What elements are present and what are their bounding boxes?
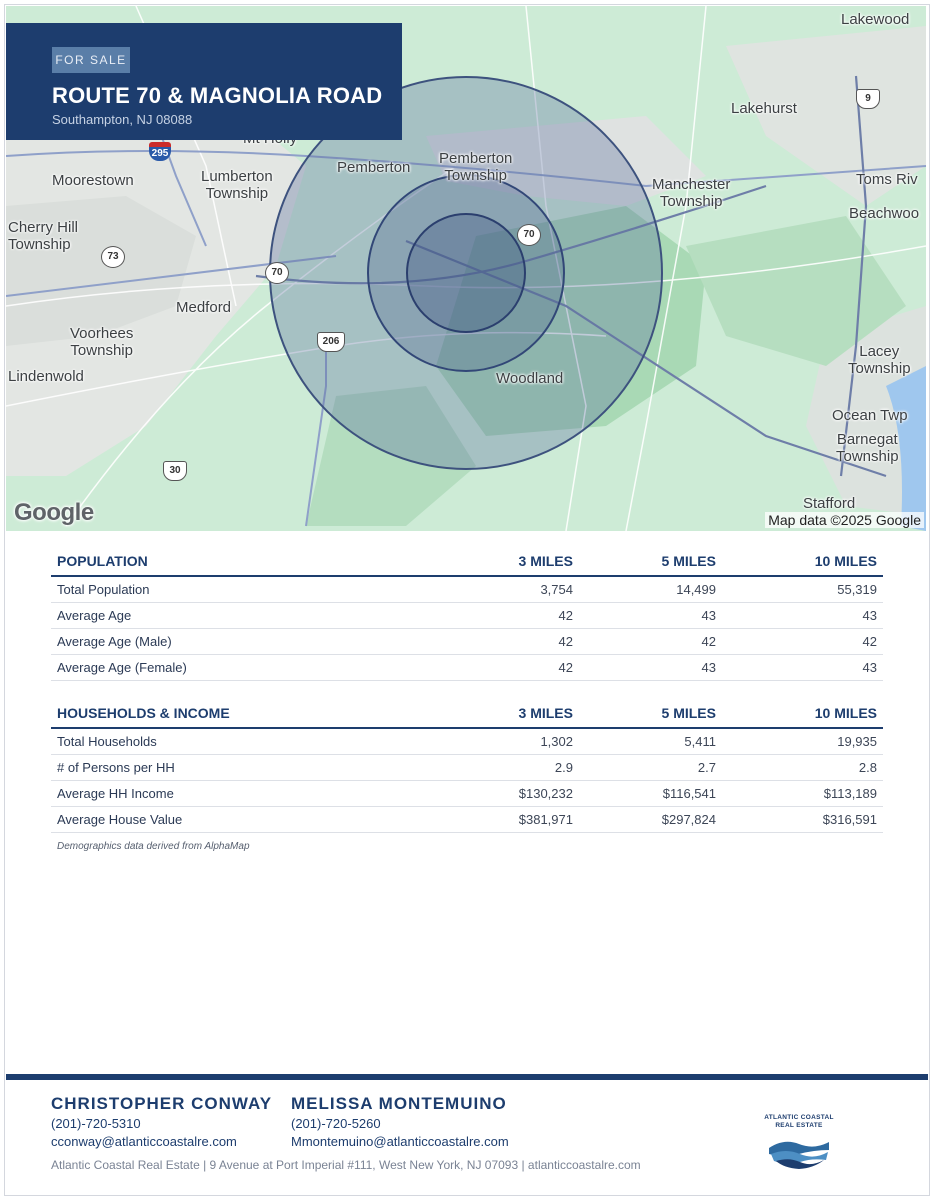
households-income-table [51,698,883,833]
us-9-shield-icon: 9 [856,89,880,109]
row-label: Average Age [51,603,435,629]
cell-10-miles: 55,319 [722,576,883,603]
route-70-west-shield-icon: 70 [265,262,289,284]
cell-10-miles: 43 [722,655,883,681]
place-voorhees-township: Voorhees Township [70,325,134,359]
place-beachwood: Beachwoo [849,205,920,222]
place-manchester-township: Manchester Township [652,176,731,210]
google-logo: Google [14,499,94,526]
cell-10-miles: $316,591 [722,807,883,833]
cell-3-miles: $381,971 [435,807,579,833]
cell-10-miles: 42 [722,629,883,655]
cell-10-miles: 2.8 [722,755,883,781]
place-lumberton-township: Lumberton Township [201,168,273,202]
agent-name: MELISSA MONTEMUINO [291,1094,507,1113]
agent-phone-link[interactable]: (201)-720-5310 [51,1116,141,1131]
households-header-row [51,698,883,728]
row-label: Average House Value [51,807,435,833]
property-address: Southampton, NJ 08088 [52,112,193,127]
row-label: Total Population [51,576,435,603]
footer-divider [6,1074,928,1080]
place-moorestown: Moorestown [52,172,134,189]
place-lakehurst: Lakehurst [731,100,797,117]
agent-email-link[interactable]: Mmontemuino@atlanticcoastalre.com [291,1134,509,1149]
agent-card-conway [51,1094,272,1150]
atlantic-coastal-logo [754,1114,844,1174]
cell-5-miles: $116,541 [579,781,722,807]
cell-5-miles: $297,824 [579,807,722,833]
place-pemberton-township: Pemberton Township [439,150,513,184]
agent-phone-link[interactable]: (201)-720-5260 [291,1116,381,1131]
agent-card-montemuino [291,1094,509,1150]
cell-10-miles: $113,189 [722,781,883,807]
logo-line-1: ATLANTIC COASTAL [764,1114,834,1121]
column-5-miles: 5 MILES [579,698,722,728]
cell-3-miles: 1,302 [435,728,579,755]
agent-email-link[interactable]: cconway@atlanticcoastalre.com [51,1134,237,1149]
source-note: Demographics data derived from AlphaMap [57,841,250,852]
column-5-miles: 5 MILES [579,546,722,576]
table-spacer [51,681,883,698]
row-label: Total Households [51,728,435,755]
row-label: Average HH Income [51,781,435,807]
map-attribution[interactable]: Map data ©2025 Google [765,512,924,528]
cell-5-miles: 42 [579,629,722,655]
column-3-miles: 3 MILES [435,546,579,576]
place-stafford: Stafford [803,495,856,512]
property-title: ROUTE 70 & MAGNOLIA ROAD [52,83,383,108]
logo-line-2: REAL ESTATE [775,1122,823,1129]
listing-title-box [6,23,402,140]
cell-5-miles: 5,411 [579,728,722,755]
cell-3-miles: $130,232 [435,781,579,807]
column-10-miles: 10 MILES [722,698,883,728]
cell-3-miles: 42 [435,629,579,655]
us-30-shield-icon: 30 [163,461,187,481]
agent-name: CHRISTOPHER CONWAY [51,1094,273,1113]
route-70-east-shield-icon: 70 [517,224,541,246]
column-3-miles: 3 MILES [435,698,579,728]
place-ocean-twp: Ocean Twp [832,407,908,424]
place-barnegat-township: Barnegat Township [836,431,899,465]
us-206-shield-icon: 206 [317,332,345,352]
table-row [51,728,883,755]
interstate-295-shield-icon: 295 [149,142,171,161]
place-medford: Medford [176,299,232,316]
route-73-shield-icon: 73 [101,246,125,268]
place-toms-river: Toms Riv [856,171,918,188]
cell-3-miles: 3,754 [435,576,579,603]
for-sale-badge: FOR SALE [52,47,130,73]
place-lindenwold: Lindenwold [8,368,84,385]
row-label: Average Age (Male) [51,629,435,655]
place-lakewood: Lakewood [841,11,910,28]
table-row [51,576,883,603]
place-lacey-township: Lacey Township [848,343,911,377]
table-row [51,781,883,807]
cell-5-miles: 43 [579,603,722,629]
cell-5-miles: 14,499 [579,576,722,603]
column-10-miles: 10 MILES [722,546,883,576]
company-info-line: Atlantic Coastal Real Estate | 9 Avenue at Port Imperial #111, West New York, NJ 07093 | atlanticcoastalre.com [51,1158,641,1172]
row-label: # of Persons per HH [51,755,435,781]
wave-logo-icon [754,1114,844,1174]
table-row [51,655,883,681]
cell-10-miles: 43 [722,603,883,629]
place-woodland: Woodland [496,370,564,387]
table-row [51,807,883,833]
cell-3-miles: 2.9 [435,755,579,781]
row-label: Average Age (Female) [51,655,435,681]
cell-3-miles: 42 [435,655,579,681]
table-row [51,603,883,629]
population-header-row [51,546,883,576]
cell-5-miles: 43 [579,655,722,681]
place-cherry-hill-township: Cherry Hill Township [8,219,79,253]
cell-3-miles: 42 [435,603,579,629]
table-row [51,629,883,655]
cell-5-miles: 2.7 [579,755,722,781]
place-pemberton: Pemberton [337,159,411,176]
demographics-section [51,546,883,852]
cell-10-miles: 19,935 [722,728,883,755]
population-table [51,546,883,681]
population-heading: POPULATION [51,546,435,576]
table-row [51,755,883,781]
households-heading: HOUSEHOLDS & INCOME [51,698,435,728]
